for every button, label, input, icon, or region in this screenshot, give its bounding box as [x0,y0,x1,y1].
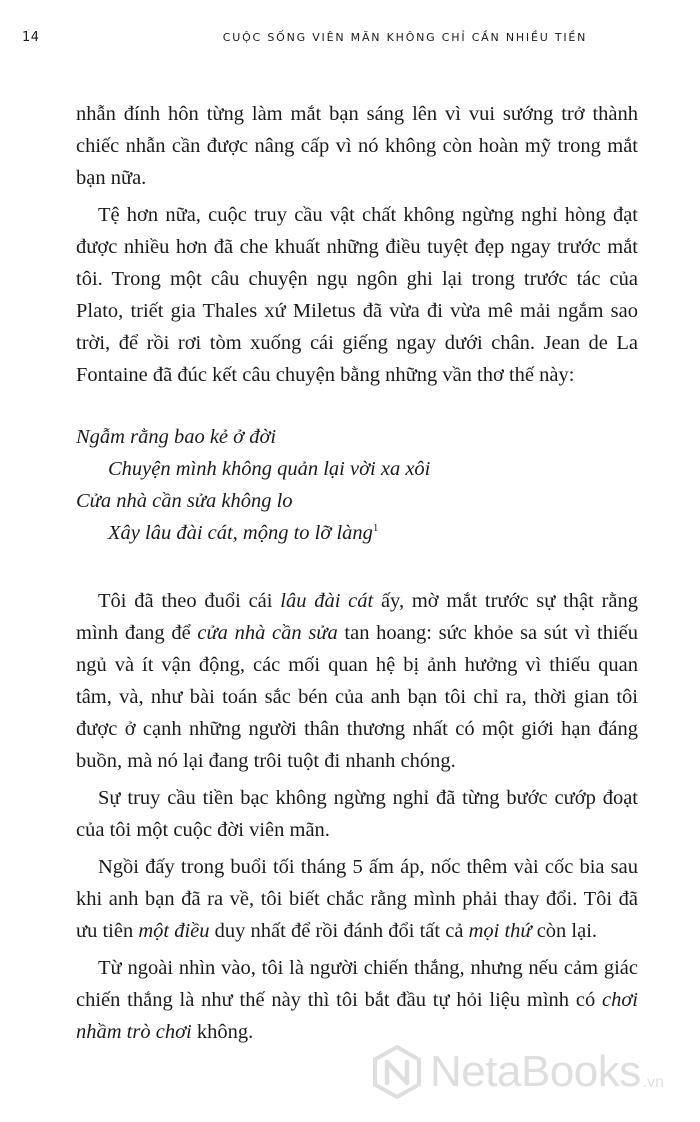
poem-line-3: Cửa nhà cần sửa không lo [76,490,293,512]
watermark [370,1042,664,1102]
poem-line-1: Ngẫm rằng bao kẻ ở đời [76,426,277,448]
footnote-reference: 1 [372,522,379,535]
text-segment: duy nhất để rồi đánh đổi tất cả [209,920,469,942]
poem-quote [76,421,638,549]
emphasis-one-thing: một điều [138,920,210,942]
paragraph-thales: Tệ hơn nữa, cuộc truy cầu vật chất không ngừng nghỉ hòng đạt được nhiều hơn đã che khuất những điều tuyệt đẹp ngay trước mắt tôi. Trong một câu chuyện ngụ ngôn ghi lại trong trước tác của Plato, triết gia Thales xứ Miletus đã vừa đi vừa mê mải ngắm sao trời, để rồi rơi tòm xuống cái giếng ngay dưới chân. Jean de La Fontaine đã đúc kết câu chuyện bằng những vần thơ thế này: [76,204,638,386]
text-segment: Từ ngoài nhìn vào, tôi là người chiến thắng, nhưng nếu cảm giác chiến thắng là như thế này thì tôi bắt đầu tự hỏi liệu mình có [76,957,638,1011]
emphasis-sandcastle: lâu đài cát [280,590,374,612]
paragraph-continuation: nhẫn đính hôn từng làm mắt bạn sáng lên vì vui sướng trở thành chiếc nhẫn cần được nâng cấp vì nó không còn hoàn mỹ trong mắt bạn nữa. [76,103,638,189]
running-title: CUỘC SỐNG VIÊN MÃN KHÔNG CHỈ CẦN NHIỀU TIỀN [222,31,588,44]
paragraph-pursuit: Sự truy cầu tiền bạc không ngừng nghỉ đã từng bước cướp đoạt của tôi một cuộc đời viên mãn. [76,787,638,841]
page-number: 14 [22,30,40,45]
text-segment: không. [191,1021,254,1043]
paragraph-winner [76,952,638,1048]
poem-line-4 [76,517,638,549]
text-segment: tan hoang: sức khỏe sa sút vì thiếu ngủ và ít vận động, các mối quan hệ bị ảnh hưởng vì thiếu quan tâm, và, như bài toán sắc bén của anh bạn tôi chỉ ra, thời gian tôi được ở cạnh những người thân thương nhất có một giới hạn đáng buồn, mà nó lại đang trôi tuột đi nhanh chóng. [76,622,639,772]
poem-line-2: Chuyện mình không quản lại vời xa xôi [108,458,431,480]
watermark-brand: NetaBooks [430,1047,641,1096]
text-segment: ấy, mờ mắt trước sự thật rằng mình đang để [76,590,639,644]
emphasis-wrong-game: chơi nhầm trò chơi [76,989,638,1043]
page-header [22,30,678,50]
poem-line-4-text: Xây lâu đài cát, mộng to lỡ làng [108,522,373,544]
emphasis-house-repair: cửa nhà cần sửa [197,622,338,644]
emphasis-everything: mọi thứ [468,920,532,942]
netabooks-logo-icon [370,1045,424,1099]
text-segment: còn lại. [531,920,598,942]
text-segment: Tôi đã theo đuổi cái [98,590,281,612]
paragraph-may-evening [76,851,638,947]
body-text [76,98,638,1053]
watermark-suffix: .vn [642,1074,665,1091]
text-segment: Ngồi đấy trong buổi tối tháng 5 ấm áp, nốc thêm vài cốc bia sau khi anh bạn đã ra về, tôi biết chắc rằng mình phải thay đổi. Tôi đã ưu tiên [76,856,638,942]
paragraph-sandcastle [76,585,638,777]
